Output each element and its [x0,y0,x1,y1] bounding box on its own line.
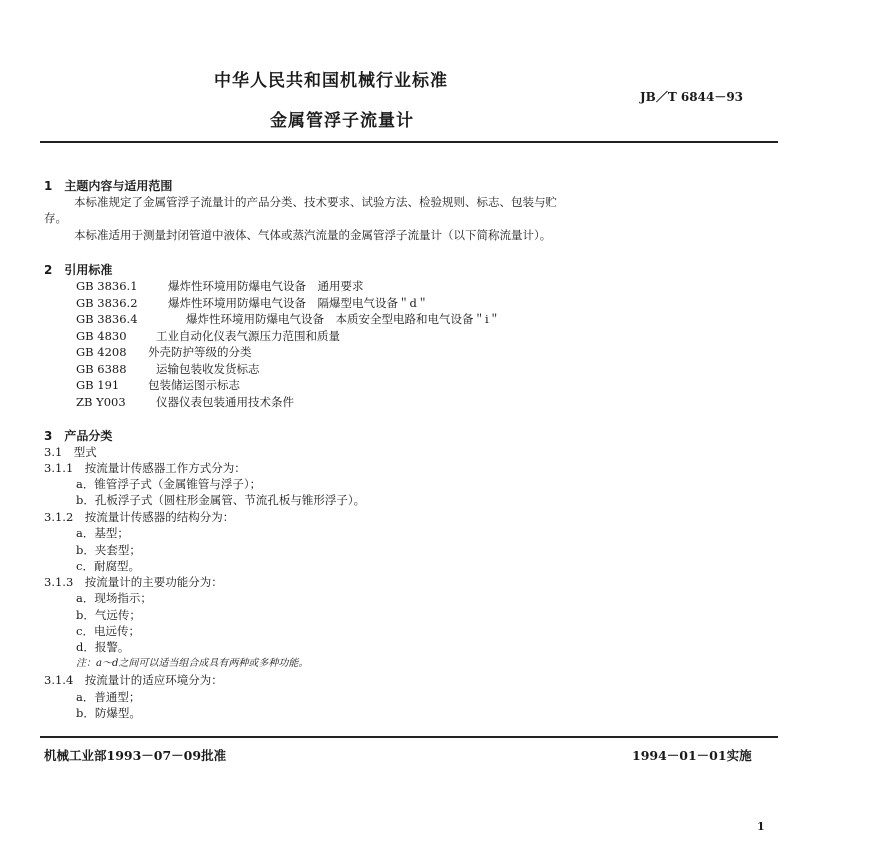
section-1-heading: 1 主题内容与适用范围 [44,179,173,193]
reference-title: 爆炸性环境用防爆电气设备 本质安全型电路和电气设备＂i＂ [186,312,501,326]
section-2-heading: 2 引用标准 [44,263,113,277]
reference-title: 工业自动化仪表气源压力范围和质量 [156,328,340,343]
clause-3-1-2-a: a．基型； [76,526,129,540]
section-1-paragraph-1: 本标准规定了金属管浮子流量计的产品分类、技术要求、试验方法、检验规则、标志、包装与贮 [74,195,557,209]
reference-code: GB 6388 [76,361,127,376]
reference-code: GB 3836.2 [76,295,138,310]
header-divider [40,141,778,143]
reference-code: GB 3836.1 [76,279,138,293]
reference-code: GB 191 [76,378,120,392]
clause-3-1-1-a: a．锥管浮子式（金属锥管与浮子）； [76,477,262,491]
organization-title: 中华人民共和国机械行业标准 [214,71,448,91]
clause-3-1: 3.1 型式 [44,445,97,459]
approval-text: 机械工业部1993－07－09批准 [44,748,227,763]
standard-code: JB／T 6844－93 [640,90,744,104]
reference-title: 外壳防护等级的分类 [148,345,252,359]
clause-3-1-3: 3.1.3 按流量计的主要功能分为： [44,575,223,589]
clause-3-1-1: 3.1.1 按流量计传感器工作方式分为： [44,461,246,475]
note: 注：a～d之间可以适当组合成具有两种或多种功能。 [76,658,309,669]
clause-3-1-3-a: a．现场指示； [76,591,152,605]
document-title: 金属管浮子流量计 [270,111,414,131]
section-3-heading: 3 产品分类 [44,429,113,443]
clause-3-1-4-b: b．防爆型。 [76,706,141,720]
section-1-paragraph-2: 本标准适用于测量封闭管道中液体、气体或蒸汽流量的金属管浮子流量计（以下简称流量计）。 [74,228,552,242]
clause-3-1-4-a: a．普通型； [76,690,141,704]
clause-3-1-1-b: b．孔板浮子式（圆柱形金属管、节流孔板与锥形浮子）。 [76,493,366,507]
clause-3-1-2-b: b．夹套型； [76,543,141,557]
reference-title: 仪器仪表包装通用技术条件 [156,394,294,409]
reference-code: GB 4208 [76,345,127,359]
clause-3-1-2: 3.1.2 按流量计传感器的结构分为： [44,510,235,524]
page-number: 1 [757,820,765,833]
reference-title: 爆炸性环境用防爆电气设备 隔爆型电气设备＂d＂ [168,295,429,310]
implementation-text: 1994－01－01实施 [632,748,752,763]
clause-3-1-3-b: b．气远传； [76,608,141,622]
reference-title: 运输包装收发货标志 [156,361,260,376]
reference-title: 包装储运图示标志 [148,378,240,392]
section-1-paragraph-1-cont: 存。 [44,211,67,225]
reference-code: GB 3836.4 [76,312,138,326]
reference-title: 爆炸性环境用防爆电气设备 通用要求 [168,279,364,293]
footer-divider [40,736,778,738]
reference-code: ZB Y003 [76,394,126,409]
clause-3-1-2-c: c．耐腐型。 [76,559,140,573]
reference-code: GB 4830 [76,328,127,343]
clause-3-1-3-c: c．电远传； [76,624,140,638]
clause-3-1-3-d: d．报警。 [76,640,130,654]
clause-3-1-4: 3.1.4 按流量计的适应环境分为： [44,673,223,687]
